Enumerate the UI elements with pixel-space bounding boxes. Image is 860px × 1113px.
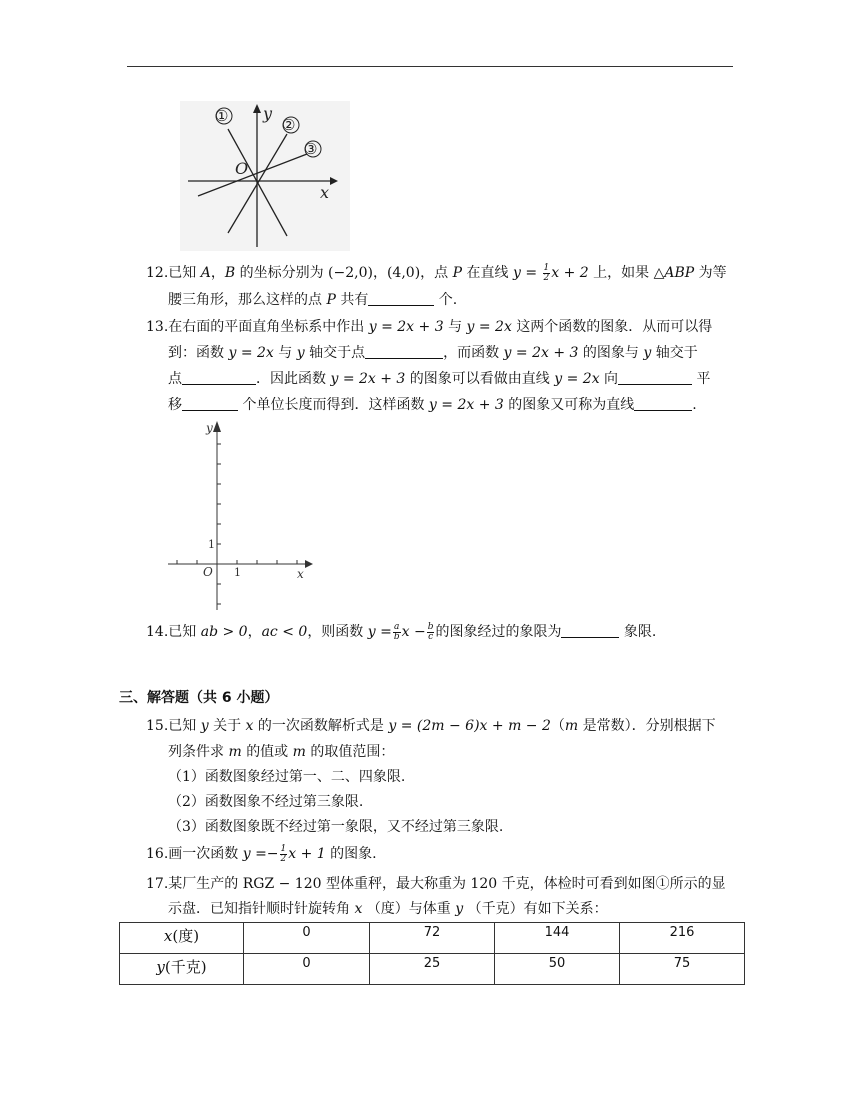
q12-line-1: 12.已知 A，B 的坐标分别为 (−2,0)，(4,0)，点 P 在直线 y = $\frac{1}{2}$ x + 2 上，如果 △ABP 为等 bbox=[146, 262, 727, 283]
data-table bbox=[119, 922, 745, 985]
table-cell: 144 bbox=[495, 923, 620, 954]
table-cell: 50 bbox=[495, 954, 620, 985]
grid-one-y: 1 bbox=[208, 538, 215, 551]
table-cell: 0 bbox=[244, 954, 370, 985]
q15-sub-1: （1）函数图象经过第一、二、四象限. bbox=[168, 769, 406, 785]
q17-line-2: 示盘．已知指针顺时针旋转角 x （度）与体重 y （千克）有如下关系： bbox=[168, 901, 608, 917]
q11-figure bbox=[180, 101, 350, 251]
table-cell: 25 bbox=[370, 954, 495, 985]
section-3-title: 三、解答题（共 6 小题） bbox=[119, 690, 279, 706]
table-cell: 216 bbox=[620, 923, 745, 954]
label-y: y bbox=[263, 104, 273, 123]
q13-line-2: 到：函数 y = 2x 与 y 轴交于点 ，而函数 y = 2x + 3 的图象与 y 轴交于 bbox=[168, 345, 698, 361]
answer-blank bbox=[182, 396, 238, 411]
answer-blank bbox=[365, 344, 443, 359]
answer-blank bbox=[618, 370, 692, 385]
label-circled-3: ③ bbox=[304, 140, 318, 158]
label-origin: O bbox=[235, 159, 249, 178]
label-x: x bbox=[320, 183, 330, 202]
grid-x-label: x bbox=[297, 567, 304, 581]
answer-blank bbox=[182, 370, 256, 385]
q16-line: 16.画一次函数 y =− $\frac{1}{2}$ x + 1 的图象. bbox=[146, 843, 377, 864]
grid-y-label: y bbox=[206, 421, 213, 435]
table-row bbox=[120, 954, 745, 985]
q12-line-2: 腰三角形，那么这样的点 P 共有 个. bbox=[168, 292, 458, 308]
q13-line-4: 移 个单位长度而得到．这样函数 y = 2x + 3 的图象又可称为直线 . bbox=[168, 397, 697, 413]
row-header: x(度) bbox=[120, 923, 244, 954]
table-row bbox=[120, 923, 745, 954]
label-circled-2: ② bbox=[282, 116, 296, 134]
header-rule bbox=[127, 66, 733, 67]
fraction-half: $\frac{1}{2}$ bbox=[543, 262, 550, 283]
row-header: y(千克) bbox=[120, 954, 244, 985]
answer-blank bbox=[561, 623, 619, 638]
grid-origin: O bbox=[203, 565, 213, 579]
answer-blank bbox=[368, 291, 434, 306]
q15-sub-2: （2）函数图象不经过第三象限. bbox=[168, 794, 364, 810]
q17-line-1: 17.某厂生产的 RGZ − 120 型体重秤，最大称重为 120 千克，体检时可看到如图①所示的显 bbox=[146, 876, 726, 892]
q15-line-2: 列条件求 m 的值或 m 的取值范围： bbox=[168, 744, 395, 760]
table-cell: 72 bbox=[370, 923, 495, 954]
q13-coordinate-grid bbox=[165, 418, 315, 614]
grid-one-x: 1 bbox=[234, 566, 241, 579]
q14-line: 14.已知 ab > 0，ac < 0，则函数 y = $\frac{a}{b}$ x − $\frac{b}{c}$ 的图象经过的象限为 象限. bbox=[146, 621, 657, 642]
table-cell: 0 bbox=[244, 923, 370, 954]
q15-sub-3: （3）函数图象既不经过第一象限，又不经过第三象限. bbox=[168, 819, 504, 835]
label-circled-1: ① bbox=[215, 107, 229, 125]
q13-line-1: 13.在右面的平面直角坐标系中作出 y = 2x + 3 与 y = 2x 这两个函数的图象．从而可以得 bbox=[146, 319, 713, 335]
q13-line-3: 点 ．因此函数 y = 2x + 3 的图象可以看做由直线 y = 2x 向 平 bbox=[168, 371, 711, 387]
q15-line-1: 15.已知 y 关于 x 的一次函数解析式是 y = (2m − 6)x + m − 2（m 是常数）．分别根据下 bbox=[146, 718, 716, 734]
table-cell: 75 bbox=[620, 954, 745, 985]
answer-blank bbox=[634, 396, 692, 411]
